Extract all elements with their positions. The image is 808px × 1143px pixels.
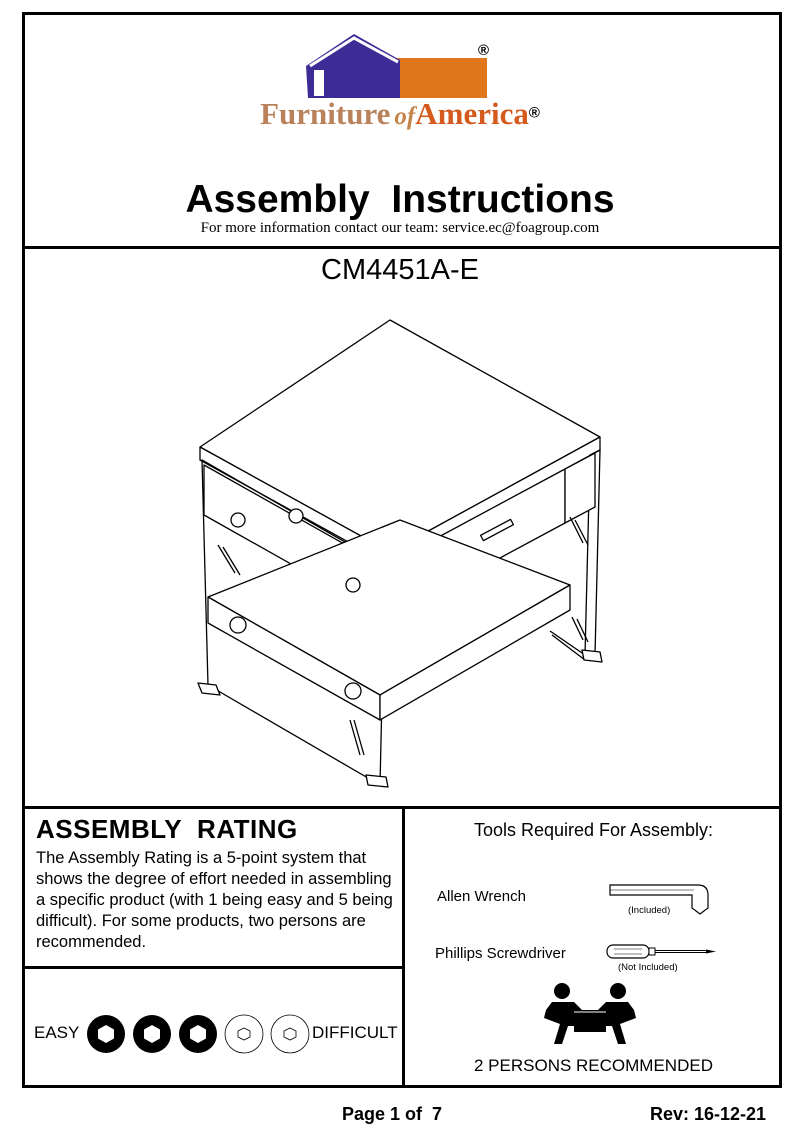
header-divider	[22, 246, 782, 249]
difficult-label: DIFFICULT	[312, 1023, 398, 1042]
persons-recommended: 2 PERSONS RECOMMENDED	[474, 1056, 713, 1075]
foot-left	[198, 683, 220, 695]
two-persons-icon	[540, 982, 640, 1052]
brand-name	[0, 96, 800, 132]
revision-date: Rev: 16-12-21	[650, 1104, 767, 1124]
end-table-illustration	[190, 315, 620, 795]
rating-tools-divider	[402, 806, 405, 1088]
tool-allen-wrench-label: Allen Wrench	[437, 888, 526, 905]
tools-heading: Tools Required For Assembly:	[473, 820, 714, 840]
rating-dot-1	[87, 1015, 125, 1053]
rating-dot-4	[225, 1015, 263, 1053]
page-title: Assembly Instructions	[185, 178, 615, 221]
rating-dot-2	[133, 1015, 171, 1053]
bolt-4	[230, 617, 246, 633]
rating-heading: ASSEMBLY RATING	[36, 814, 298, 844]
rating-scale	[84, 1012, 310, 1056]
easy-label: EASY	[34, 1023, 80, 1042]
brand-name-part3: America	[415, 96, 529, 131]
foot-front	[366, 775, 388, 787]
model-number: CM4451A-E	[321, 254, 479, 286]
bolt-1	[231, 513, 245, 527]
tool-screwdriver-note: (Not Included)	[618, 962, 678, 973]
brand-name-part2: of	[394, 103, 416, 130]
bolt-2	[289, 509, 303, 523]
foot-right	[582, 650, 602, 662]
rating-dot-3	[179, 1015, 217, 1053]
logo-orange-block	[395, 58, 487, 98]
logo-registered-mark: ®	[478, 42, 490, 59]
bolt-5	[345, 683, 361, 699]
bolt-3	[346, 578, 360, 592]
logo-door	[314, 70, 324, 96]
brand-name-part1: Furniture	[260, 96, 391, 131]
rating-description: The Assembly Rating is a 5-point system that shows the degree of effort needed in assembling a specific product (with 1 being easy and 5 being difficult). For some products, two persons are recommended.	[36, 849, 393, 951]
rating-scale-divider	[22, 966, 404, 969]
rating-dot-5	[271, 1015, 309, 1053]
tool-screwdriver-label: Phillips Screwdriver	[435, 945, 566, 962]
tool-allen-wrench-note: (Included)	[628, 905, 671, 916]
contact-line: For more information contact our team: service.ec@foagroup.com	[200, 220, 600, 236]
brand-registered-mark: ®	[528, 104, 540, 122]
house-logo-icon	[300, 30, 500, 100]
page-number: Page 1 of 7	[342, 1104, 443, 1124]
phillips-screwdriver-icon	[606, 940, 720, 964]
